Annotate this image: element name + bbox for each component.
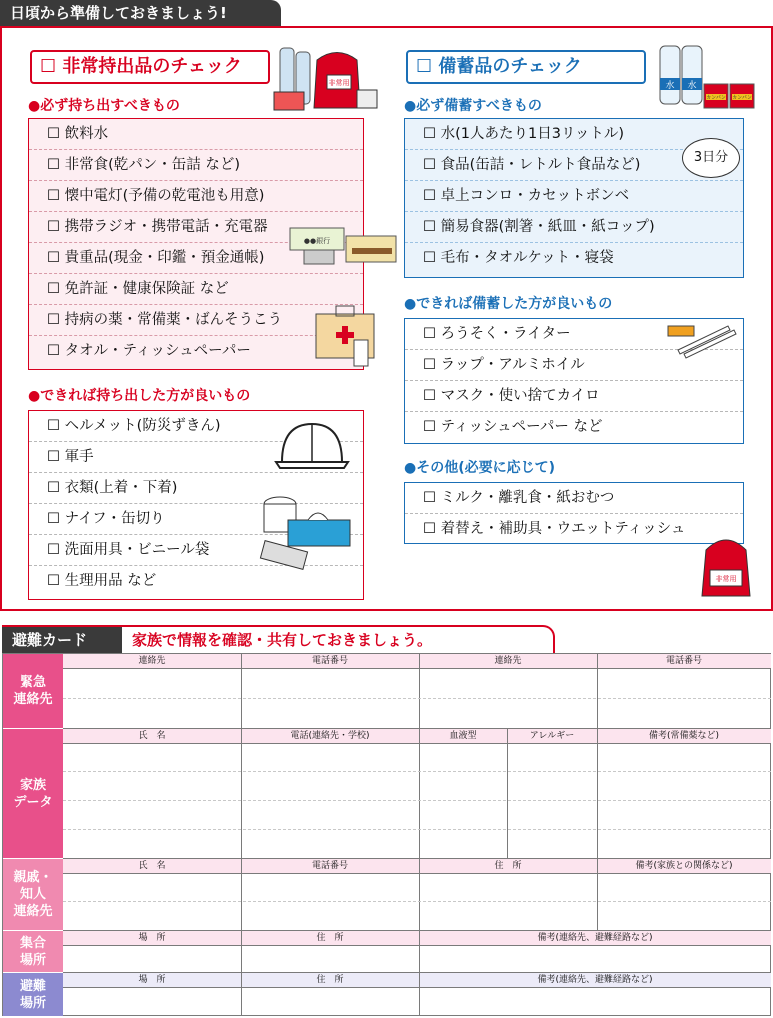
other-stock-list — [404, 482, 744, 544]
list-item[interactable]: ☐ ティッシュペーパー など — [423, 419, 603, 435]
col-header: 電話番号 — [311, 656, 348, 666]
canpan-label: カンパン — [706, 95, 726, 101]
water-label: 水 — [665, 81, 675, 91]
list-item[interactable]: ☐ ラップ・アルミホイル — [405, 350, 743, 381]
candle-lighter-icon — [664, 320, 740, 360]
col-header: アレルギー — [529, 731, 575, 741]
list-item[interactable]: ☐ 簡易食器(割箸・紙皿・紙コップ) — [405, 212, 743, 243]
col-header: 備考(連絡先、避難経路など) — [537, 933, 653, 943]
list-item[interactable]: ☐ ミルク・離乳食・紙おむつ — [405, 483, 743, 514]
list-item[interactable]: ☐ 懐中電灯(予備の乾電池も用意) — [29, 181, 363, 212]
first-aid-kit-illustration — [312, 300, 382, 370]
bank-book-label: ●●銀行 — [303, 237, 331, 245]
list-item[interactable]: ☐ 非常食(乾パン・缶詰 など) — [29, 150, 363, 181]
list-item[interactable]: ☐ 食品(缶詰・レトルト食品など) — [405, 150, 743, 181]
list-item[interactable]: ☐ 持病の薬・常備薬・ばんそうこう — [29, 305, 363, 336]
must-stock-heading: ●必ず備蓄すべきもの — [404, 98, 542, 114]
list-item[interactable]: ☐ 生理用品 など — [47, 573, 157, 589]
list-item[interactable]: ☐ 洗面用具・ビニール袋 — [29, 535, 363, 566]
list-item[interactable]: ☐ ろうそく・ライター — [405, 319, 743, 350]
three-days-bubble: 3日分 — [682, 138, 740, 178]
list-item[interactable]: ☐ 衣類(上着・下着) — [29, 473, 363, 504]
relatives-contact-label: 親戚・ 知人 連絡先 — [3, 858, 63, 930]
list-item[interactable]: ☐ ヘルメット(防災ずきん) — [29, 411, 363, 442]
toiletries-illustration — [258, 490, 358, 576]
meeting-place-label: 集合 場所 — [3, 930, 63, 972]
list-item[interactable]: ☐ 免許証・健康保険証 など — [29, 274, 363, 305]
emergency-contact-label: 緊急 連絡先 — [3, 654, 63, 728]
list-item[interactable]: ☐ 貴重品(現金・印鑑・預金通帳) — [29, 243, 363, 274]
col-header: 備考(家族との関係など) — [635, 861, 733, 871]
col-header: 氏 名 — [138, 731, 166, 741]
col-header: 備考(連絡先、避難経路など) — [537, 975, 653, 985]
col-header: 住 所 — [316, 975, 344, 985]
evacuation-card-subtitle: 家族で情報を確認・共有しておきましょう。 — [132, 631, 433, 649]
list-item[interactable]: ☐ 携帯ラジオ・携帯電話・充電器 — [29, 212, 363, 243]
col-header: 住 所 — [494, 861, 522, 871]
list-item[interactable]: ☐ ナイフ・缶切り — [29, 504, 363, 535]
col-header: 場 所 — [138, 933, 166, 943]
evacuation-place-label: 避難 場所 — [3, 972, 63, 1016]
col-header: 電話番号 — [311, 861, 348, 871]
emergency-items-title: ☐ 非常持出品のチェック — [30, 50, 270, 84]
col-header: 連絡先 — [494, 656, 522, 666]
valuables-illustration — [282, 218, 402, 278]
col-header: 血液型 — [449, 731, 477, 741]
evacuation-card-tab: 避難カード — [2, 627, 122, 653]
canpan-label: カンパン — [732, 95, 752, 101]
emergency-bag-illustration — [272, 40, 382, 115]
backpack-label: 非常用 — [328, 79, 350, 87]
col-header: 連絡先 — [138, 656, 166, 666]
col-header: 住 所 — [316, 933, 344, 943]
list-item[interactable]: ☐ 毛布・タオルケット・寝袋 — [423, 250, 614, 266]
list-item[interactable]: ☐ 軍手 — [29, 442, 363, 473]
list-item[interactable]: ☐ マスク・使い捨てカイロ — [405, 381, 743, 412]
col-header: 氏 名 — [138, 861, 166, 871]
water-label: 水 — [687, 81, 697, 91]
stockpile-items-title: ☐ 備蓄品のチェック — [406, 50, 646, 84]
col-header: 電話(連絡先・学校) — [290, 731, 370, 741]
col-header: 電話番号 — [665, 656, 702, 666]
better-stock-heading: ●できれば備蓄した方が良いもの — [404, 296, 613, 312]
must-carry-heading: ●必ず持ち出すべきもの — [28, 98, 180, 114]
list-item[interactable]: ☐ 飲料水 — [29, 119, 363, 150]
list-item[interactable]: ☐ 水(1人あたり1日3リットル) — [405, 119, 743, 150]
col-header: 場 所 — [138, 975, 166, 985]
family-data-label: 家族 データ — [3, 728, 63, 858]
col-header: 備考(常備薬など) — [648, 731, 720, 741]
top-tab: 日頃から準備しておきましょう! — [0, 0, 281, 26]
list-item[interactable]: ☐ タオル・ティッシュペーパー — [47, 343, 251, 359]
backpack-icon — [696, 528, 756, 602]
water-and-canned-food-illustration — [654, 38, 769, 116]
helmet-icon — [274, 418, 350, 474]
backpack-label: 非常用 — [715, 575, 737, 583]
better-carry-heading: ●できれば持ち出した方が良いもの — [28, 388, 251, 404]
evacuation-card-table — [2, 653, 771, 1016]
list-item[interactable]: ☐ 着替え・補助具・ウエットティッシュ — [423, 521, 686, 537]
list-item[interactable]: ☐ 卓上コンロ・カセットボンベ — [405, 181, 743, 212]
other-stock-heading: ●その他(必要に応じて) — [404, 460, 556, 476]
